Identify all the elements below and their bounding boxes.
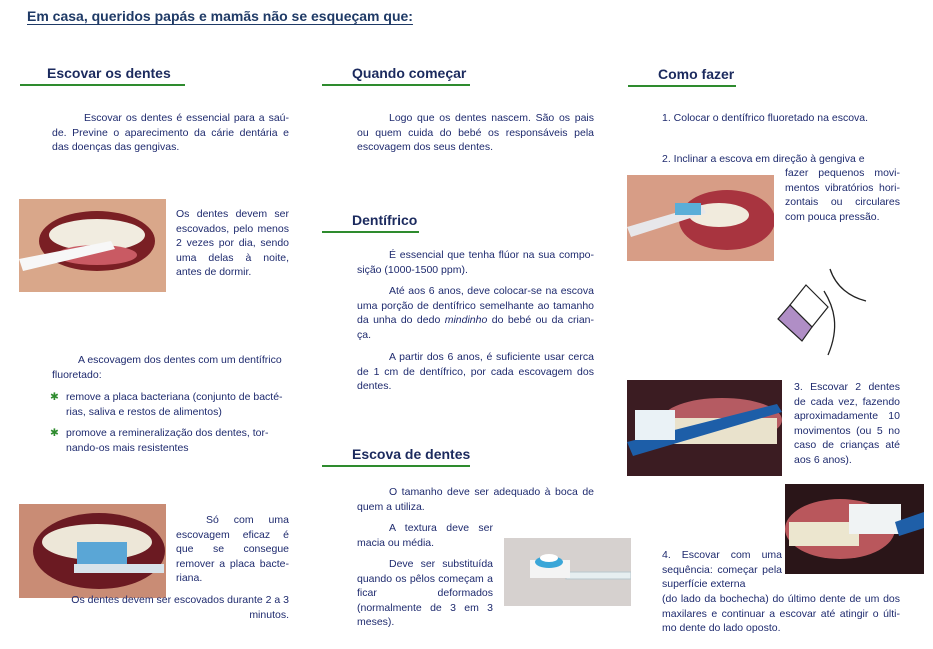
bullet-text: promove a remineralização dos dentes, tor-nando-os mais resistentes — [66, 427, 269, 454]
heading-rule — [322, 231, 419, 233]
step-4-first: 4. Escovar com uma sequência: começar pela superfície externa — [662, 549, 782, 590]
heading-rule — [20, 84, 185, 86]
brush-text-3: Deve ser substituída quando os pêlos começam a ficar deformados (normalmente de 3 em 3 meses). — [357, 558, 493, 628]
heading-como-fazer: Como fazer — [658, 66, 735, 82]
list-item — [50, 426, 289, 455]
toothbrush-paste-photo — [504, 538, 631, 606]
heading-rule — [322, 465, 470, 467]
brushing-gum-photo — [627, 175, 774, 261]
bullet-star-icon: ✱ — [50, 427, 59, 439]
list-item — [50, 390, 289, 419]
step-4-rest: (do lado da bochecha) do último dente de um dos maxilares e continuar a escovar até atingir o últi-mo dente do lado oposto. — [662, 593, 900, 634]
heading-quando: Quando começar — [352, 65, 467, 81]
paste-text-2b: mindinho — [444, 314, 488, 326]
efficacy-text: Só com uma escovagem eficaz é que se consegue remover a placa bacte-riana. — [176, 514, 289, 584]
child-brushing-closeup-photo — [19, 504, 166, 598]
paste-text-3: A partir dos 6 anos, é suficiente usar cerca de 1 cm de dentífrico, por cada escovagem dos dentes. — [357, 351, 594, 392]
brush-text-1: O tamanho deve ser adequado à boca de quem a utiliza. — [357, 486, 594, 513]
page-title: Em casa, queridos papás e mamãs não se esqueçam que: — [27, 8, 413, 24]
heading-dentifrico: Dentífrico — [352, 212, 418, 228]
paste-text-2a: Até aos 6 anos, deve colocar-se na escova uma porção de dentífrico semelhante ao tamanho da unha do dedo — [357, 285, 594, 326]
brushing-teeth-photo — [627, 380, 782, 476]
paste-text-1: É essencial que tenha flúor na sua compo-sição (1000-1500 ppm). — [357, 249, 594, 276]
when-text: Logo que os dentes nascem. São os pais ou quem cuida do bebé os responsáveis pela escovagem dos seus dentes. — [357, 112, 594, 153]
bullet-text: remove a placa bacteriana (conjunto de bacté-rias, saliva e restos de alimentos) — [66, 391, 283, 418]
fluor-intro: A escovagem dos dentes com um dentífrico fluoretado: — [52, 354, 282, 381]
step-2-first-line: 2. Inclinar a escova em direção à gengiva e — [662, 153, 865, 165]
brush-angle-diagram — [776, 267, 868, 357]
step-2-rest: fazer pequenos movi-mentos vibratórios hori-zontais ou circulares com pouca pressão. — [785, 167, 900, 223]
paste-text-2c: do bebé ou da crian-ça. — [357, 314, 594, 341]
heading-rule — [322, 84, 470, 86]
duration-text: Os dentes devem ser escovados durante 2 a 3 minutos. — [71, 594, 289, 621]
child-brushing-photo — [19, 199, 166, 292]
heading-escovar: Escovar os dentes — [47, 65, 171, 81]
brushing-molar-photo — [785, 484, 924, 574]
paste-text-2 — [357, 284, 594, 342]
intro-text: Escovar os dentes é essencial para a saú-de. Previne o aparecimento da cárie dentária e das doenças das gengivas. — [52, 112, 289, 153]
brush-text-2: A textura deve ser macia ou média. — [357, 522, 493, 549]
heading-rule — [628, 85, 736, 87]
step-1: 1. Colocar o dentífrico fluoretado na escova. — [662, 112, 869, 124]
frequency-text: Os dentes devem ser escovados, pelo menos 2 vezes por dia, sendo uma delas à noite, antes de dormir. — [176, 208, 289, 278]
step-3: 3. Escovar 2 dentes de cada vez, fazendo aproximadamente 10 movimentos (ou 5 no caso de crianças até aos 6 anos). — [794, 381, 900, 466]
bullet-star-icon: ✱ — [50, 391, 59, 403]
heading-escova: Escova de dentes — [352, 446, 471, 462]
